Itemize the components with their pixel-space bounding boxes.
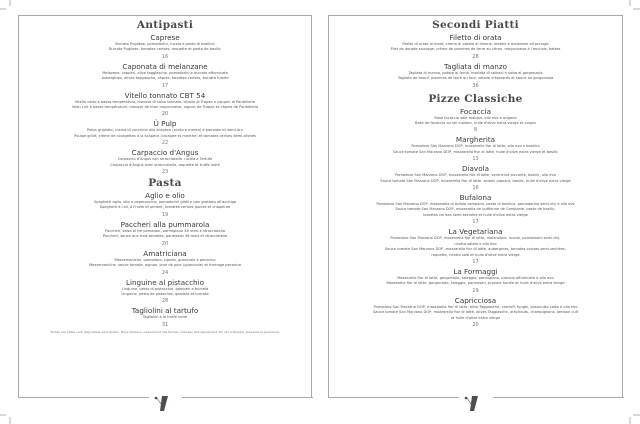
dish-price: 17 [472,219,479,226]
dish-desc-fr: Mezzemaniche, sauce tomate, oignon, joue de porc (guanciale) et fromage pecorino [89,263,241,268]
dish-name: Paccheri alla pummarola [120,219,210,229]
right-page-bottom-border-b [493,397,624,398]
crop-mark-bottom-left-v [9,417,11,424]
dish-filetto-orata [329,33,622,61]
dish-desc-it: Burrata Pugliese, pomodorini, rucola e pesto di basilico [115,42,215,46]
dish-desc-fr-cont: tomates cerises semi-sechées et huile d'olive extra vierge [423,212,528,217]
dish-price: 36 [472,82,479,89]
restaurant-logo-icon [463,393,485,413]
restaurant-logo-icon [153,393,175,413]
dish-desc-it: Pomodoro San Marzano DOP, mozzarella fior di latte, olio evo e basilico [411,144,540,149]
menu-page-right [328,15,623,398]
dish-price: 16 [472,185,479,192]
dish-desc-it: Melazane, capperi, olive taggiasche, pomodorini e burrata affumicata [102,70,228,75]
dish-price: 24 [161,269,169,276]
dish-name: Caponata di melanzane [122,61,208,71]
menu-page-left [18,15,312,398]
dish-margherita [329,135,622,163]
section-title-secondi-piatti: Secondi Piatti [432,19,519,31]
dish-price: 23 [161,169,169,176]
section-title-antipasti: Antipasti [136,19,194,31]
dish-aglio-e-olio [19,191,311,219]
dish-vitello-tonnato [19,91,311,119]
dish-la-vegetariana [329,227,622,266]
dish-tagliata-manzo [329,62,622,90]
dish-price: 13 [472,156,479,163]
dish-desc-fr: Sauce tomate San Marzano DOP, mozzarella fior di latte, huile d'olive extra vierge et basilic [392,149,559,154]
dish-price: 19 [472,287,479,294]
dish-desc-fr: Sauce tomate San Marzano DOP, mozzarella fior di latte, salami piquant, basilic, huile d'olive extra vierge [380,178,571,183]
dish-name: La Formaggi [453,266,498,276]
crop-mark-top-right-h [633,8,640,10]
right-column [329,16,622,329]
dish-desc-it: Linguine, pesto di pistacchio, gamberi e burrata [121,286,209,291]
dish-desc-it: Pomodoro San Marzano DOP, mozzarella fior di latte, melanzane, rucola, pomodorini semi-dry, [390,236,561,241]
dish-price: 8 [473,127,478,134]
dish-desc-fr: Sauce tomate San Marzano DOP, mozzarella fior di latte, olives Taggiasche, artichauts, champignons, jambon cuit [372,310,579,315]
dish-price: 20 [472,321,479,328]
dish-desc-it: Carpaccio d'Angus con stracciatella, rucola e Tartufo [117,157,213,162]
dish-paccheri [19,220,311,248]
dish-name: La Vegetariana [448,227,503,237]
section-title-pizze-classiche: Pizze Classiche [428,92,523,105]
dish-name: Vitello tonnato CBT 54 [124,90,206,100]
dish-desc-it: Mozzarella fior di latte, gorgonzola, taleggio, parmigiano, provola affumicata e olio evo [397,275,554,280]
dish-price: 20 [161,240,169,247]
dish-name: Amatriciana [143,248,187,258]
dish-desc-fr: Base de focaccia au sel maldon, huile d'olive extra vierge et origan [415,121,536,126]
crop-mark-bottom-right-v [629,417,631,424]
dish-desc-fr: Sauce tomate San Marzano DOP, mozzarella fior di latte, aubergines, tomates cerises semi-sechées, [385,247,566,252]
dish-desc-fr: Carpaccio d'Angus avec stracciatella, roquette et truffe noire [110,162,220,167]
dish-desc-fr: Paccheri, sauce aux trois tomates, parmesan 36 mois et stracciatella [102,234,228,239]
dish-focaccia [329,107,622,135]
dish-name: Caprese [150,33,180,42]
left-column [19,16,311,335]
dish-desc-fr: Spaghetti à l'ail, à l'huile et piment, tomates cerises jaunes et chapelure [99,205,231,210]
dish-name: Linguine al pistacchio [126,277,204,287]
dish-price: 19 [161,211,169,218]
dish-amatriciana [19,249,311,277]
dish-name: Tagliolini al tartufo [131,306,199,316]
dish-desc-fr-cont: roquette, ricotta salé et huile d'olive extra vierge [431,252,520,257]
dish-caprese [19,33,311,61]
dish-la-formaggi [329,267,622,295]
dish-desc-it: Pomodoro San Marzano DOP, mozzarella fior di latte, olive Taggiasche, carciofi, funghi, prosciutto cotto e olio evo [373,304,578,309]
crop-mark-top-right-v [629,0,631,6]
gluten-footnote: Toutes nos pâtes sont disponibles sans gluten. Nous utilisons uniquement des farines cultivées biologiquement. En cas d'allergie, prévenez le personnel. [50,329,280,334]
dish-desc-it: Pomodoro San Marzano DOP, mozzarella fior di latte, ventricina piccante, basilic, olio evo [395,173,556,178]
dish-name: Carpaccio d'Angus [131,148,199,158]
dish-desc-it: Spaghetti aglio, olio e peperoncino, pomodorini gialli e pan grattato all'acciuga [93,200,237,205]
dish-name: Aglio e olio [145,191,185,201]
dish-desc-it: Vitello cotto a bassa temperatura, mousse di salsa tonnata, cipolla di Tropea e capperi di Pantelleria [74,99,256,104]
dish-price: 16 [161,53,169,60]
dish-linguine-pistacchio [19,278,311,306]
dish-desc-fr: Poulpe grillé, crème de courgettes à la scapece (vinaigre et menthe) et tomates cerises demi-sèches [74,133,256,138]
dish-desc-fr: Veau cuit à basse température, mousse de thon mayonnaise, oignon de Tropea et câpres de Pantelleria [71,105,259,110]
left-page-bottom-border-b [182,397,313,398]
dish-tagliolini-tartufo [19,306,311,328]
dish-desc-fr-cont: et huile d'olive extra vierge [450,315,501,320]
dish-desc-it: Filetto di orata di mare, crema di patate al limone, bietole e maionese all'acciuga [402,42,549,46]
dish-desc-it-cont: ricotta salata e olio evo [454,241,497,246]
dish-name: Margherita [455,135,496,145]
dish-desc-it: Paccheri, salsa ai tre pomodori, parmigiano 36 mesi e stracciatella [105,228,225,233]
dish-desc-fr: Sauce tomate San Marzano DOP, mozzarella de buffionne de Campanie, pesto de basilic, [395,207,556,212]
dish-price: 17 [161,82,169,89]
dish-desc-it: Mezzemaniche, pomodoro, cipolla, guanciale e pecorino [114,257,216,262]
dish-price: 22 [161,140,169,147]
dish-price: 28 [161,298,169,305]
dish-desc-fr: Mozzarella fior di latte, gorgonzola, taleggio, parmesan, provola fumée et huile d'olive extra vierge [386,281,565,286]
dish-bufalona [329,193,622,226]
dish-desc-it: Tagliata di manzo, patate al forno, insalata di spinaci e salsa al gorgonzola [408,70,543,75]
dish-desc-it: Polpo grigliato, crema di zucchine alla scapece (aceto e menta) e pomodorini semi-dry [87,128,243,133]
dish-desc-it: Tagliolini à la truffe noire [142,315,188,320]
crop-mark-top-left-v [9,0,11,6]
left-page-bottom-border-a [18,397,149,398]
dish-name: Capricciosa [454,295,497,305]
dish-price: 31 [161,321,169,328]
crop-mark-top-left-h [0,8,6,10]
dish-name: Ù Pulp [153,119,177,129]
dish-desc-it: Pomodoro San Marzano DOP, mozzarella di bufala campana, pesto di basilico, pomodorino semi-dry e olio evo [376,202,575,207]
dish-desc-fr: Burrata Pugliese, tomates cerises, roquette et pesto de basilic [108,47,222,52]
dish-caponata [19,62,311,90]
dish-desc-fr: Aubergines, olives taggiasche, câpres, tomates cerises, burrata fumée [101,76,229,81]
dish-desc-fr: Tagliata de boeuf, pommes de terre au four, salade d'épinards et sauce au gorgonzola [397,76,554,81]
section-title-pasta: Pasta [148,177,182,190]
dish-name: Bufalona [459,193,492,203]
dish-desc-it: Base focaccia sale maldon, olio evo e origano [434,115,517,120]
dish-carpaccio [19,148,311,176]
dish-desc-fr: Filet de dorade sauvage, crème de pommes de terre au citron, mayonnaise à l'anchois, bettes [390,47,561,52]
dish-price: 28 [472,53,479,60]
dish-desc-fr: Linguine, pesto de pistaches, gambas et burrata [121,291,209,296]
dish-diavola [329,164,622,192]
dish-price: 17 [472,258,479,265]
dish-name: Tagliata di manzo [443,61,508,71]
crop-mark-bottom-left-h [0,414,6,416]
dish-price: 20 [161,111,169,118]
dish-name: Filetto di orata [449,33,502,42]
crop-mark-bottom-right-h [633,414,640,416]
dish-capricciosa [329,296,622,329]
dish-name: Focaccia [460,106,491,116]
right-page-bottom-border-a [328,397,459,398]
dish-name: Diavola [462,164,489,174]
dish-u-pulp [19,119,311,147]
